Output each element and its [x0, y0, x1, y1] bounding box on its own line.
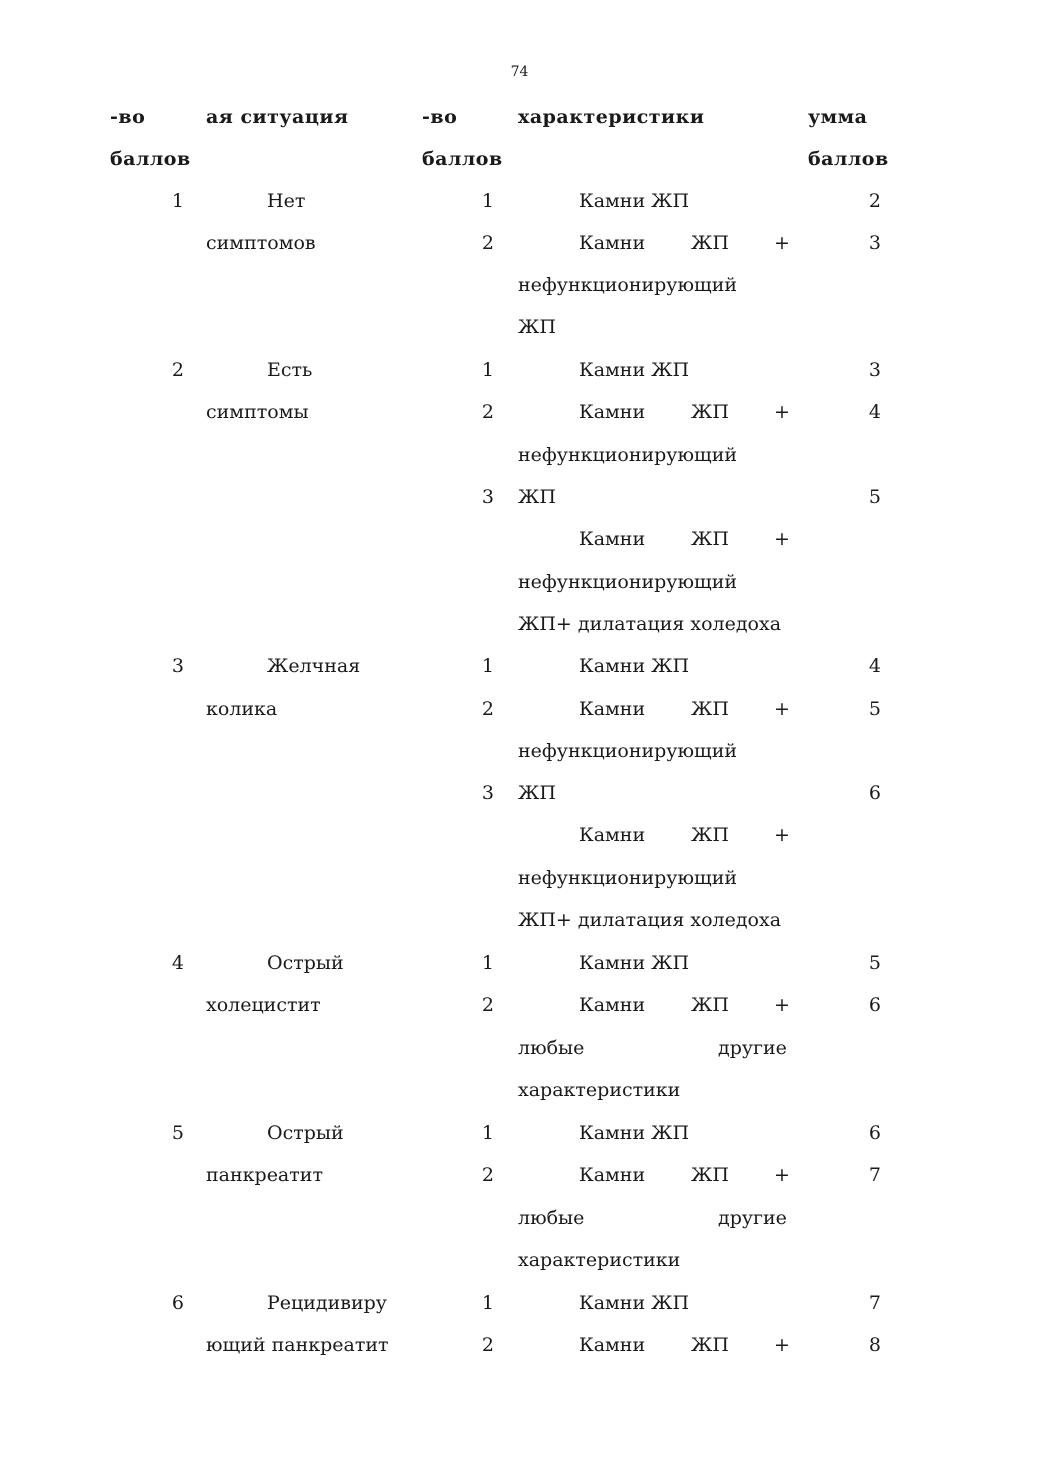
characteristic-text: нефункционирующий [518, 444, 738, 466]
characteristic-word: + [774, 528, 790, 550]
characteristic-word: ЖП [691, 698, 729, 720]
characteristic-text: Камни ЖП [579, 1292, 690, 1314]
characteristic-text: нефункционирующий [518, 740, 738, 762]
characteristic-word: ЖП [691, 528, 729, 550]
situation-line: Есть [267, 359, 313, 381]
row-points: 3 [171, 655, 184, 677]
situation-line: Рецидивиру [267, 1292, 387, 1314]
sum-value: 3 [868, 359, 881, 381]
sum-value: 5 [868, 698, 881, 720]
row-points: 6 [171, 1292, 184, 1314]
item-number: 2 [481, 994, 494, 1016]
characteristic-word: + [774, 994, 790, 1016]
characteristic-word: Камни [579, 824, 646, 846]
item-number: 2 [481, 1334, 494, 1356]
situation-line: Нет [267, 190, 306, 212]
header-col2: ая ситуация [206, 106, 349, 128]
characteristic-word: ЖП [691, 994, 729, 1016]
sum-value: 8 [868, 1334, 881, 1356]
row-points: 2 [171, 359, 184, 381]
characteristic-word: Камни [579, 528, 646, 550]
row-points: 1 [171, 190, 184, 212]
characteristic-word: + [774, 401, 790, 423]
item-number: 1 [481, 655, 494, 677]
sum-value: 3 [868, 232, 881, 254]
row-points: 4 [171, 952, 184, 974]
situation-line: Острый [267, 952, 344, 974]
characteristic-text: нефункционирующий [518, 274, 738, 296]
sum-value: 6 [868, 1122, 881, 1144]
page-number: 74 [510, 64, 529, 80]
characteristic-word: Камни [579, 401, 646, 423]
characteristic-text: характеристики [518, 1079, 681, 1101]
characteristic-word: + [774, 698, 790, 720]
row-points: 5 [171, 1122, 184, 1144]
characteristic-word: любые [518, 1207, 585, 1229]
header-col3-line1: -во [422, 106, 458, 128]
characteristic-word: ЖП [691, 824, 729, 846]
characteristic-text: нефункционирующий [518, 867, 738, 889]
characteristic-word: Камни [579, 994, 646, 1016]
characteristic-word: ЖП [691, 1334, 729, 1356]
characteristic-word: Камни [579, 698, 646, 720]
characteristic-text: характеристики [518, 1249, 681, 1271]
item-number: 2 [481, 232, 494, 254]
characteristic-text: ЖП [518, 782, 556, 804]
characteristic-text: ЖП+ дилатация холедоха [518, 909, 782, 931]
characteristic-text: Камни ЖП [579, 190, 690, 212]
sum-value: 7 [868, 1164, 881, 1186]
characteristic-word: другие [718, 1037, 787, 1059]
characteristic-word: Камни [579, 232, 646, 254]
item-number: 3 [481, 782, 494, 804]
characteristic-text: нефункционирующий [518, 571, 738, 593]
situation-line: симптомы [206, 401, 309, 423]
item-number: 1 [481, 952, 494, 974]
sum-value: 6 [868, 994, 881, 1016]
situation-line: Желчная [267, 655, 361, 677]
characteristic-word: + [774, 232, 790, 254]
item-number: 1 [481, 190, 494, 212]
characteristic-text: Камни ЖП [579, 1122, 690, 1144]
characteristic-word: + [774, 1334, 790, 1356]
header-col1-line1: -во [110, 106, 146, 128]
header-col1-line2: баллов [110, 148, 191, 170]
sum-value: 5 [868, 952, 881, 974]
characteristic-text: ЖП [518, 316, 556, 338]
sum-value: 4 [868, 655, 881, 677]
item-number: 2 [481, 698, 494, 720]
characteristic-word: любые [518, 1037, 585, 1059]
characteristic-text: ЖП [518, 486, 556, 508]
situation-line: Острый [267, 1122, 344, 1144]
item-number: 1 [481, 1292, 494, 1314]
situation-line: симптомов [206, 232, 316, 254]
sum-value: 4 [868, 401, 881, 423]
characteristic-word: + [774, 824, 790, 846]
characteristic-text: Камни ЖП [579, 359, 690, 381]
characteristic-word: ЖП [691, 1164, 729, 1186]
header-col3-line2: баллов [422, 148, 503, 170]
situation-line: ющий панкреатит [206, 1334, 389, 1356]
sum-value: 2 [868, 190, 881, 212]
situation-line: холецистит [206, 994, 321, 1016]
characteristic-text: Камни ЖП [579, 952, 690, 974]
characteristic-word: ЖП [691, 401, 729, 423]
characteristic-word: Камни [579, 1164, 646, 1186]
characteristic-word: другие [718, 1207, 787, 1229]
sum-value: 6 [868, 782, 881, 804]
situation-line: колика [206, 698, 278, 720]
item-number: 1 [481, 1122, 494, 1144]
characteristic-word: ЖП [691, 232, 729, 254]
sum-value: 5 [868, 486, 881, 508]
header-col5-line1: умма [808, 106, 868, 128]
characteristic-word: Камни [579, 1334, 646, 1356]
situation-line: панкреатит [206, 1164, 323, 1186]
item-number: 2 [481, 401, 494, 423]
item-number: 1 [481, 359, 494, 381]
sum-value: 7 [868, 1292, 881, 1314]
header-col5-line2: баллов [808, 148, 889, 170]
characteristic-word: + [774, 1164, 790, 1186]
item-number: 3 [481, 486, 494, 508]
characteristic-text: ЖП+ дилатация холедоха [518, 613, 782, 635]
item-number: 2 [481, 1164, 494, 1186]
characteristic-text: Камни ЖП [579, 655, 690, 677]
header-col4: характеристики [518, 106, 705, 128]
